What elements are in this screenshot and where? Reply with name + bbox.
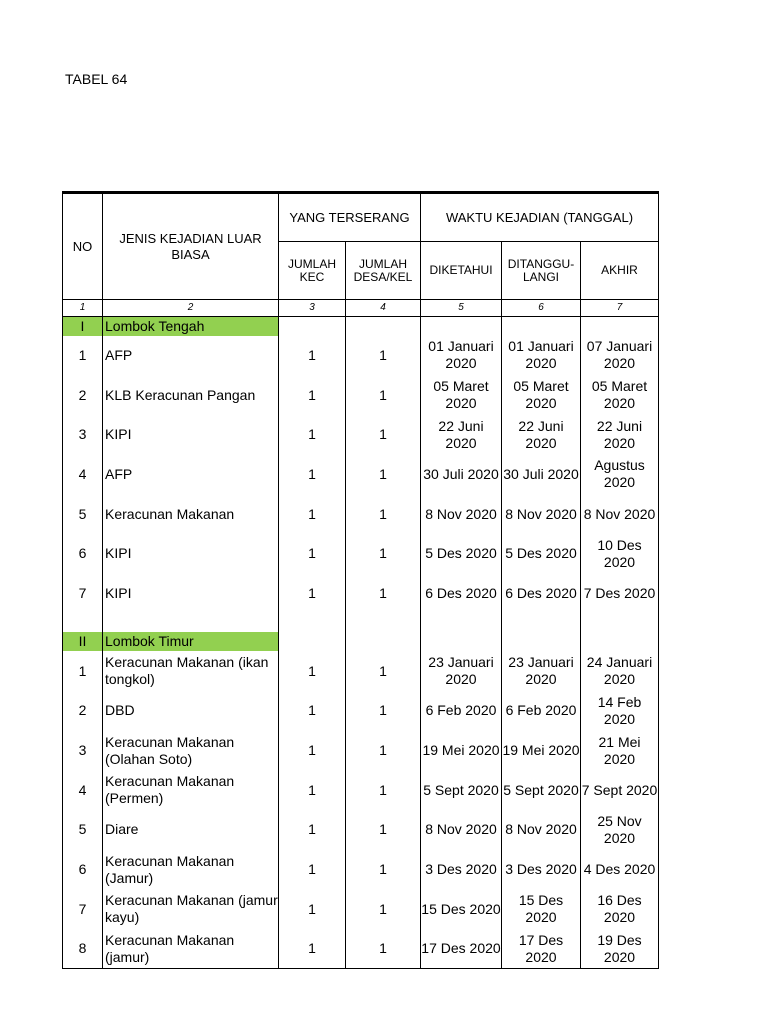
column-number-row bbox=[63, 300, 659, 317]
jumlah-desa: 1 bbox=[346, 494, 421, 534]
jumlah-desa: 1 bbox=[346, 415, 421, 455]
jumlah-kec: 1 bbox=[279, 889, 346, 929]
date-diketahui: 19 Mei 2020 bbox=[421, 731, 502, 771]
table-row bbox=[63, 691, 659, 731]
date-diketahui: 30 Juli 2020 bbox=[421, 455, 502, 495]
empty-cell bbox=[103, 613, 279, 632]
date-ditanggulangi: 30 Juli 2020 bbox=[502, 455, 581, 495]
row-number: 7 bbox=[63, 574, 103, 614]
jumlah-desa: 1 bbox=[346, 770, 421, 810]
date-akhir: 22 Juni 2020 bbox=[581, 415, 659, 455]
date-ditanggulangi: 22 Juni 2020 bbox=[502, 415, 581, 455]
event-type: AFP bbox=[103, 336, 279, 376]
date-ditanggulangi: 5 Des 2020 bbox=[502, 534, 581, 574]
row-number: 1 bbox=[63, 336, 103, 376]
section-name: Lombok Timur bbox=[103, 632, 279, 651]
date-ditanggulangi: 5 Sept 2020 bbox=[502, 770, 581, 810]
empty-cell bbox=[502, 632, 581, 651]
table-row bbox=[63, 810, 659, 850]
table-row bbox=[63, 455, 659, 495]
date-akhir: 8 Nov 2020 bbox=[581, 494, 659, 534]
jumlah-kec: 1 bbox=[279, 455, 346, 495]
date-diketahui: 6 Feb 2020 bbox=[421, 691, 502, 731]
empty-cell bbox=[346, 613, 421, 632]
page-title: TABEL 64 bbox=[65, 71, 128, 87]
table-row bbox=[63, 651, 659, 691]
jumlah-kec: 1 bbox=[279, 574, 346, 614]
date-diketahui: 23 Januari 2020 bbox=[421, 651, 502, 691]
row-number: 1 bbox=[63, 651, 103, 691]
date-ditanggulangi: 3 Des 2020 bbox=[502, 850, 581, 890]
date-ditanggulangi: 8 Nov 2020 bbox=[502, 810, 581, 850]
col-number: 3 bbox=[279, 300, 346, 317]
jumlah-kec: 1 bbox=[279, 691, 346, 731]
table-row bbox=[63, 375, 659, 415]
empty-cell bbox=[346, 632, 421, 651]
table-row bbox=[63, 850, 659, 890]
jumlah-desa: 1 bbox=[346, 574, 421, 614]
date-akhir: 24 Januari 2020 bbox=[581, 651, 659, 691]
date-diketahui: 22 Juni 2020 bbox=[421, 415, 502, 455]
date-akhir: 7 Sept 2020 bbox=[581, 770, 659, 810]
empty-cell bbox=[63, 613, 103, 632]
row-number: 7 bbox=[63, 889, 103, 929]
empty-cell bbox=[279, 317, 346, 336]
row-number: 3 bbox=[63, 731, 103, 771]
date-diketahui: 3 Des 2020 bbox=[421, 850, 502, 890]
empty-cell bbox=[279, 613, 346, 632]
jumlah-kec: 1 bbox=[279, 770, 346, 810]
row-number: 5 bbox=[63, 810, 103, 850]
event-type: KIPI bbox=[103, 534, 279, 574]
jumlah-desa: 1 bbox=[346, 889, 421, 929]
header-ditanggulangi: DITANGGU-LANGI bbox=[502, 242, 581, 300]
section-name: Lombok Tengah bbox=[103, 317, 279, 336]
jumlah-desa: 1 bbox=[346, 336, 421, 376]
section-row bbox=[63, 632, 659, 651]
jumlah-kec: 1 bbox=[279, 494, 346, 534]
event-type: Keracunan Makanan (jamur) bbox=[103, 929, 279, 969]
event-type: KIPI bbox=[103, 574, 279, 614]
date-ditanggulangi: 15 Des 2020 bbox=[502, 889, 581, 929]
table-row bbox=[63, 574, 659, 614]
section-number: I bbox=[63, 317, 103, 336]
col-number: 7 bbox=[581, 300, 659, 317]
section-number: II bbox=[63, 632, 103, 651]
date-diketahui: 6 Des 2020 bbox=[421, 574, 502, 614]
table-row bbox=[63, 889, 659, 929]
row-number: 2 bbox=[63, 691, 103, 731]
jumlah-desa: 1 bbox=[346, 691, 421, 731]
col-number: 6 bbox=[502, 300, 581, 317]
header-diketahui: DIKETAHUI bbox=[421, 242, 502, 300]
empty-cell bbox=[421, 613, 502, 632]
jumlah-desa: 1 bbox=[346, 731, 421, 771]
row-number: 5 bbox=[63, 494, 103, 534]
jumlah-kec: 1 bbox=[279, 534, 346, 574]
event-type: Keracunan Makanan (Jamur) bbox=[103, 850, 279, 890]
empty-cell bbox=[421, 632, 502, 651]
jumlah-kec: 1 bbox=[279, 375, 346, 415]
table-row bbox=[63, 534, 659, 574]
empty-cell bbox=[502, 613, 581, 632]
header-jenis: JENIS KEJADIAN LUAR BIASA bbox=[103, 193, 279, 300]
klb-table bbox=[62, 191, 659, 969]
jumlah-desa: 1 bbox=[346, 850, 421, 890]
date-akhir: 07 Januari 2020 bbox=[581, 336, 659, 376]
empty-cell bbox=[581, 632, 659, 651]
jumlah-desa: 1 bbox=[346, 929, 421, 969]
table-row bbox=[63, 494, 659, 534]
row-number: 2 bbox=[63, 375, 103, 415]
jumlah-kec: 1 bbox=[279, 336, 346, 376]
jumlah-desa: 1 bbox=[346, 651, 421, 691]
date-diketahui: 01 Januari 2020 bbox=[421, 336, 502, 376]
header-yang-terserang: YANG TERSERANG bbox=[279, 193, 421, 242]
date-diketahui: 5 Sept 2020 bbox=[421, 770, 502, 810]
event-type: Keracunan Makanan (ikan tongkol) bbox=[103, 651, 279, 691]
col-number: 4 bbox=[346, 300, 421, 317]
empty-cell bbox=[346, 317, 421, 336]
date-akhir: Agustus 2020 bbox=[581, 455, 659, 495]
date-diketahui: 8 Nov 2020 bbox=[421, 810, 502, 850]
event-type: DBD bbox=[103, 691, 279, 731]
date-akhir: 05 Maret 2020 bbox=[581, 375, 659, 415]
jumlah-kec: 1 bbox=[279, 850, 346, 890]
jumlah-kec: 1 bbox=[279, 929, 346, 969]
event-type: Keracunan Makanan bbox=[103, 494, 279, 534]
row-number: 6 bbox=[63, 850, 103, 890]
table-row bbox=[63, 336, 659, 376]
date-akhir: 10 Des 2020 bbox=[581, 534, 659, 574]
event-type: AFP bbox=[103, 455, 279, 495]
empty-cell bbox=[279, 632, 346, 651]
jumlah-desa: 1 bbox=[346, 375, 421, 415]
event-type: Diare bbox=[103, 810, 279, 850]
date-diketahui: 5 Des 2020 bbox=[421, 534, 502, 574]
date-diketahui: 05 Maret 2020 bbox=[421, 375, 502, 415]
date-ditanggulangi: 6 Des 2020 bbox=[502, 574, 581, 614]
empty-cell bbox=[581, 613, 659, 632]
date-akhir: 7 Des 2020 bbox=[581, 574, 659, 614]
date-akhir: 19 Des 2020 bbox=[581, 929, 659, 969]
date-diketahui: 15 Des 2020 bbox=[421, 889, 502, 929]
table-row bbox=[63, 929, 659, 969]
date-akhir: 16 Des 2020 bbox=[581, 889, 659, 929]
event-type: Keracunan Makanan (jamur kayu) bbox=[103, 889, 279, 929]
jumlah-kec: 1 bbox=[279, 810, 346, 850]
header-akhir: AKHIR bbox=[581, 242, 659, 300]
row-number: 6 bbox=[63, 534, 103, 574]
col-number: 2 bbox=[103, 300, 279, 317]
header-no: NO bbox=[63, 193, 103, 300]
header-jumlah-kec: JUMLAH KEC bbox=[279, 242, 346, 300]
col-number: 5 bbox=[421, 300, 502, 317]
date-akhir: 25 Nov 2020 bbox=[581, 810, 659, 850]
jumlah-kec: 1 bbox=[279, 415, 346, 455]
date-ditanggulangi: 8 Nov 2020 bbox=[502, 494, 581, 534]
header-waktu: WAKTU KEJADIAN (TANGGAL) bbox=[421, 193, 659, 242]
spacer-row bbox=[63, 613, 659, 632]
date-ditanggulangi: 17 Des 2020 bbox=[502, 929, 581, 969]
jumlah-desa: 1 bbox=[346, 810, 421, 850]
table-row bbox=[63, 770, 659, 810]
date-ditanggulangi: 05 Maret 2020 bbox=[502, 375, 581, 415]
row-number: 4 bbox=[63, 455, 103, 495]
event-type: Keracunan Makanan (Olahan Soto) bbox=[103, 731, 279, 771]
date-ditanggulangi: 6 Feb 2020 bbox=[502, 691, 581, 731]
date-ditanggulangi: 01 Januari 2020 bbox=[502, 336, 581, 376]
jumlah-kec: 1 bbox=[279, 651, 346, 691]
section-row bbox=[63, 317, 659, 336]
date-diketahui: 17 Des 2020 bbox=[421, 929, 502, 969]
jumlah-desa: 1 bbox=[346, 455, 421, 495]
table-row bbox=[63, 731, 659, 771]
jumlah-desa: 1 bbox=[346, 534, 421, 574]
event-type: KLB Keracunan Pangan bbox=[103, 375, 279, 415]
row-number: 4 bbox=[63, 770, 103, 810]
date-diketahui: 8 Nov 2020 bbox=[421, 494, 502, 534]
row-number: 3 bbox=[63, 415, 103, 455]
header-jumlah-desa: JUMLAH DESA/KEL bbox=[346, 242, 421, 300]
date-ditanggulangi: 19 Mei 2020 bbox=[502, 731, 581, 771]
date-ditanggulangi: 23 Januari 2020 bbox=[502, 651, 581, 691]
jumlah-kec: 1 bbox=[279, 731, 346, 771]
date-akhir: 4 Des 2020 bbox=[581, 850, 659, 890]
event-type: Keracunan Makanan (Permen) bbox=[103, 770, 279, 810]
empty-cell bbox=[421, 317, 502, 336]
empty-cell bbox=[502, 317, 581, 336]
date-akhir: 21 Mei 2020 bbox=[581, 731, 659, 771]
row-number: 8 bbox=[63, 929, 103, 969]
col-number: 1 bbox=[63, 300, 103, 317]
event-type: KIPI bbox=[103, 415, 279, 455]
empty-cell bbox=[581, 317, 659, 336]
date-akhir: 14 Feb 2020 bbox=[581, 691, 659, 731]
table-row bbox=[63, 415, 659, 455]
